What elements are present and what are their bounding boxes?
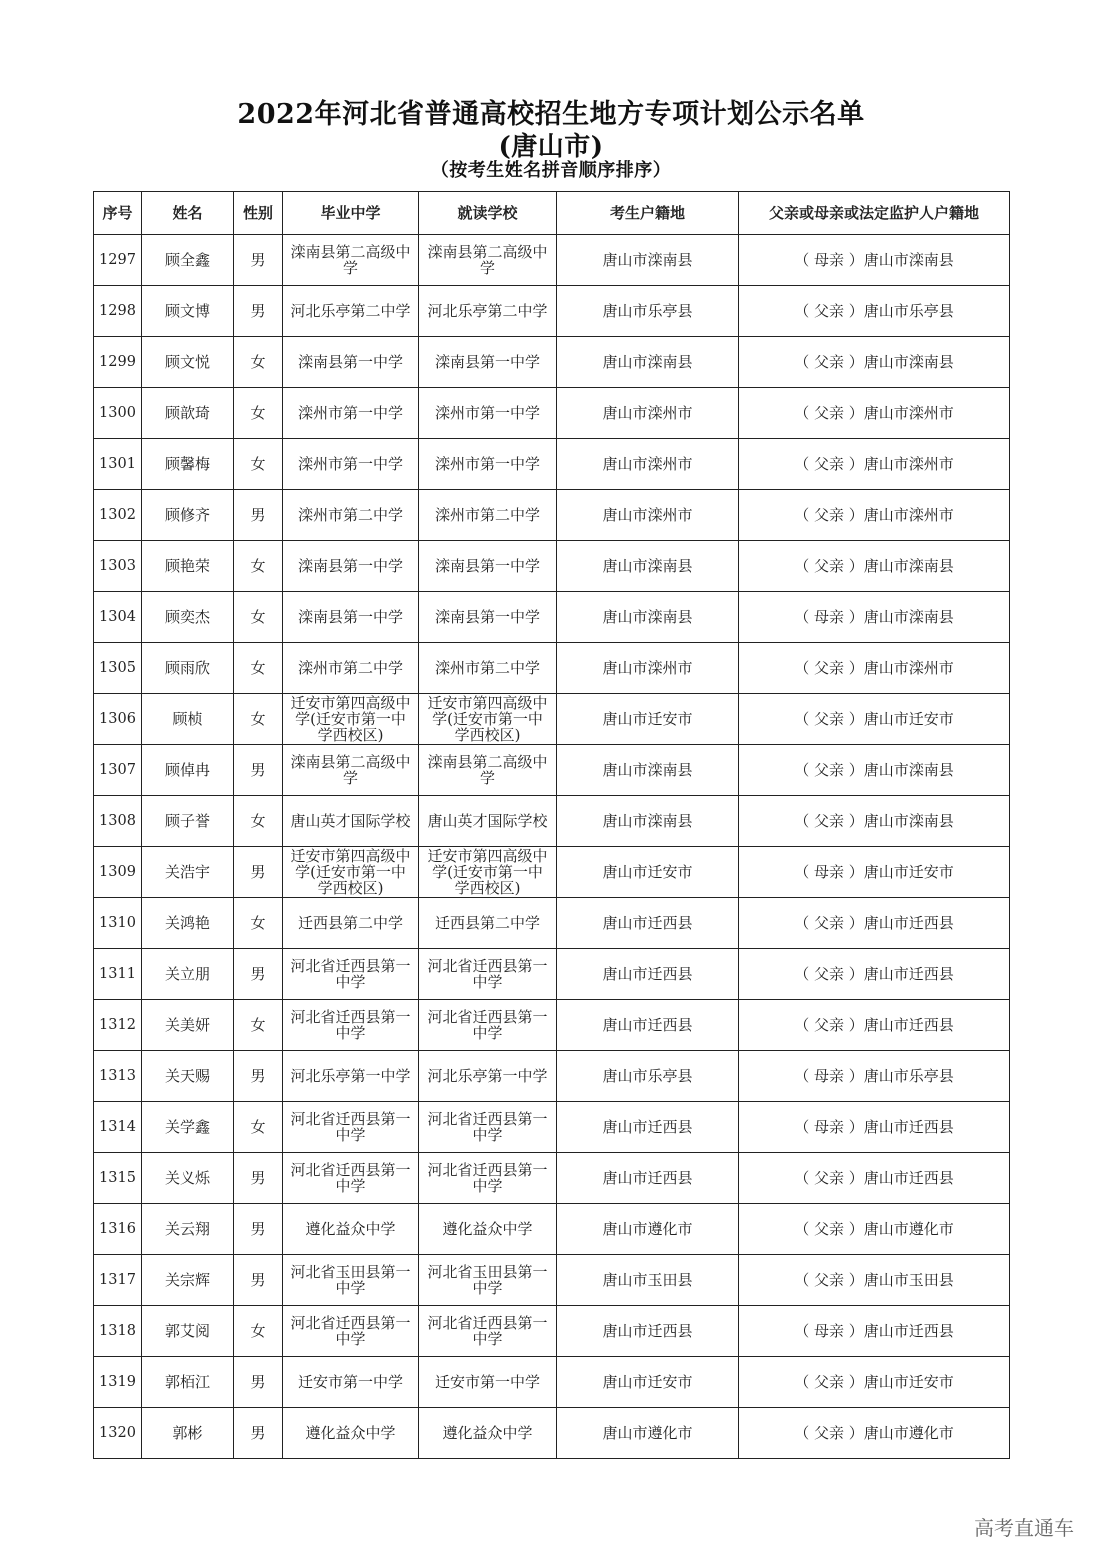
- cell-index: 1318: [94, 1306, 142, 1357]
- cell-current-school: 滦南县第一中学: [419, 541, 557, 592]
- table-row: [94, 235, 1010, 286]
- header-index: 序号: [94, 192, 142, 235]
- table-row: [94, 439, 1010, 490]
- cell-graduation-school: 滦州市第一中学: [283, 439, 419, 490]
- cell-current-school: 滦州市第二中学: [419, 490, 557, 541]
- cell-gender: 男: [234, 745, 283, 796]
- cell-student-residence: 唐山市滦南县: [557, 337, 739, 388]
- cell-gender: 女: [234, 898, 283, 949]
- cell-graduation-school: 迁安市第一中学: [283, 1357, 419, 1408]
- cell-gender: 女: [234, 388, 283, 439]
- cell-student-residence: 唐山市滦南县: [557, 745, 739, 796]
- cell-index: 1314: [94, 1102, 142, 1153]
- cell-graduation-school: 滦南县第二高级中学: [283, 745, 419, 796]
- cell-gender: 男: [234, 1357, 283, 1408]
- cell-current-school: 滦州市第二中学: [419, 643, 557, 694]
- cell-graduation-school: 滦州市第一中学: [283, 388, 419, 439]
- cell-gender: 女: [234, 1306, 283, 1357]
- cell-student-residence: 唐山市滦州市: [557, 439, 739, 490]
- cell-index: 1301: [94, 439, 142, 490]
- cell-guardian-residence: （ 父亲 ）唐山市滦南县: [739, 796, 1010, 847]
- cell-gender: 男: [234, 1255, 283, 1306]
- table-row: [94, 745, 1010, 796]
- cell-guardian-residence: （ 父亲 ）唐山市滦州市: [739, 439, 1010, 490]
- cell-guardian-residence: （ 母亲 ）唐山市迁西县: [739, 1102, 1010, 1153]
- cell-guardian-residence: （ 父亲 ）唐山市迁西县: [739, 1153, 1010, 1204]
- cell-name: 关学鑫: [142, 1102, 234, 1153]
- watermark-text: 高考直通车: [974, 1516, 1074, 1540]
- cell-gender: 女: [234, 337, 283, 388]
- cell-name: 郭艾阅: [142, 1306, 234, 1357]
- table-row: [94, 949, 1010, 1000]
- header-graduation-school: 毕业中学: [283, 192, 419, 235]
- header-gender: 性别: [234, 192, 283, 235]
- cell-index: 1319: [94, 1357, 142, 1408]
- cell-guardian-residence: （ 父亲 ）唐山市迁西县: [739, 898, 1010, 949]
- cell-graduation-school: 河北省玉田县第一中学: [283, 1255, 419, 1306]
- cell-graduation-school: 遵化益众中学: [283, 1204, 419, 1255]
- cell-name: 顾文悦: [142, 337, 234, 388]
- cell-guardian-residence: （ 父亲 ）唐山市玉田县: [739, 1255, 1010, 1306]
- cell-gender: 女: [234, 592, 283, 643]
- cell-current-school: 河北乐亭第一中学: [419, 1051, 557, 1102]
- cell-gender: 女: [234, 643, 283, 694]
- table-row: [94, 643, 1010, 694]
- page-title: 2022年河北省普通高校招生地方专项计划公示名单: [237, 99, 865, 130]
- page-subtitle-city: (唐山市): [498, 132, 604, 162]
- cell-student-residence: 唐山市迁安市: [557, 847, 739, 898]
- cell-current-school: 河北省迁西县第一中学: [419, 1102, 557, 1153]
- cell-gender: 男: [234, 1051, 283, 1102]
- cell-current-school: 河北省迁西县第一中学: [419, 1153, 557, 1204]
- cell-index: 1302: [94, 490, 142, 541]
- cell-current-school: 河北省迁西县第一中学: [419, 1000, 557, 1051]
- cell-index: 1312: [94, 1000, 142, 1051]
- cell-index: 1307: [94, 745, 142, 796]
- cell-name: 顾馨梅: [142, 439, 234, 490]
- cell-current-school: 河北省迁西县第一中学: [419, 1306, 557, 1357]
- cell-guardian-residence: （ 父亲 ）唐山市迁安市: [739, 1357, 1010, 1408]
- cell-graduation-school: 河北省迁西县第一中学: [283, 1102, 419, 1153]
- cell-name: 顾倬冉: [142, 745, 234, 796]
- cell-index: 1298: [94, 286, 142, 337]
- cell-gender: 女: [234, 1102, 283, 1153]
- table-row: [94, 388, 1010, 439]
- cell-student-residence: 唐山市遵化市: [557, 1204, 739, 1255]
- table-row: [94, 286, 1010, 337]
- cell-index: 1316: [94, 1204, 142, 1255]
- cell-graduation-school: 滦南县第一中学: [283, 337, 419, 388]
- table-row: [94, 1357, 1010, 1408]
- cell-name: 顾文博: [142, 286, 234, 337]
- cell-name: 顾桢: [142, 694, 234, 745]
- table-row: [94, 1255, 1010, 1306]
- cell-student-residence: 唐山市滦南县: [557, 796, 739, 847]
- cell-index: 1315: [94, 1153, 142, 1204]
- cell-current-school: 滦南县第一中学: [419, 592, 557, 643]
- cell-index: 1313: [94, 1051, 142, 1102]
- table-row: [94, 592, 1010, 643]
- cell-guardian-residence: （ 父亲 ）唐山市遵化市: [739, 1204, 1010, 1255]
- cell-gender: 男: [234, 949, 283, 1000]
- cell-guardian-residence: （ 母亲 ）唐山市迁西县: [739, 1306, 1010, 1357]
- cell-guardian-residence: （ 父亲 ）唐山市滦州市: [739, 388, 1010, 439]
- table-row: [94, 898, 1010, 949]
- cell-student-residence: 唐山市迁西县: [557, 898, 739, 949]
- cell-name: 关天赐: [142, 1051, 234, 1102]
- cell-index: 1297: [94, 235, 142, 286]
- table-row: [94, 1153, 1010, 1204]
- cell-name: 关立朋: [142, 949, 234, 1000]
- cell-current-school: 唐山英才国际学校: [419, 796, 557, 847]
- cell-current-school: 河北乐亭第二中学: [419, 286, 557, 337]
- header-student-residence: 考生户籍地: [557, 192, 739, 235]
- header-current-school: 就读学校: [419, 192, 557, 235]
- cell-graduation-school: 滦州市第二中学: [283, 643, 419, 694]
- cell-gender: 男: [234, 847, 283, 898]
- cell-guardian-residence: （ 父亲 ）唐山市滦南县: [739, 337, 1010, 388]
- cell-name: 顾艳荣: [142, 541, 234, 592]
- cell-index: 1317: [94, 1255, 142, 1306]
- page-sort-note: （按考生姓名拼音顺序排序）: [430, 160, 672, 181]
- table-header-row: [94, 192, 1010, 235]
- cell-index: 1299: [94, 337, 142, 388]
- cell-current-school: 河北省玉田县第一中学: [419, 1255, 557, 1306]
- cell-current-school: 滦州市第一中学: [419, 388, 557, 439]
- cell-student-residence: 唐山市滦州市: [557, 490, 739, 541]
- cell-gender: 女: [234, 439, 283, 490]
- cell-name: 关浩宇: [142, 847, 234, 898]
- cell-student-residence: 唐山市迁安市: [557, 1357, 739, 1408]
- cell-graduation-school: 滦南县第一中学: [283, 592, 419, 643]
- header-guardian-residence: 父亲或母亲或法定监护人户籍地: [739, 192, 1010, 235]
- cell-index: 1300: [94, 388, 142, 439]
- cell-graduation-school: 河北省迁西县第一中学: [283, 1000, 419, 1051]
- cell-current-school: 遵化益众中学: [419, 1408, 557, 1459]
- cell-guardian-residence: （ 父亲 ）唐山市遵化市: [739, 1408, 1010, 1459]
- cell-graduation-school: 唐山英才国际学校: [283, 796, 419, 847]
- table-row: [94, 490, 1010, 541]
- cell-guardian-residence: （ 父亲 ）唐山市迁西县: [739, 949, 1010, 1000]
- table-row: [94, 1408, 1010, 1459]
- table-row: [94, 1000, 1010, 1051]
- cell-name: 顾歆琦: [142, 388, 234, 439]
- cell-name: 关美妍: [142, 1000, 234, 1051]
- cell-gender: 男: [234, 235, 283, 286]
- cell-student-residence: 唐山市迁西县: [557, 949, 739, 1000]
- cell-gender: 男: [234, 1204, 283, 1255]
- cell-student-residence: 唐山市迁西县: [557, 1306, 739, 1357]
- cell-name: 顾奕杰: [142, 592, 234, 643]
- cell-guardian-residence: （ 母亲 ）唐山市滦南县: [739, 592, 1010, 643]
- table-row: [94, 1306, 1010, 1357]
- cell-graduation-school: 河北乐亭第二中学: [283, 286, 419, 337]
- cell-name: 顾全鑫: [142, 235, 234, 286]
- cell-current-school: 迁安市第四高级中学(迁安市第一中学西校区): [419, 847, 557, 898]
- cell-graduation-school: 迁安市第四高级中学(迁安市第一中学西校区): [283, 847, 419, 898]
- cell-name: 顾修齐: [142, 490, 234, 541]
- cell-current-school: 滦州市第一中学: [419, 439, 557, 490]
- table-row: [94, 541, 1010, 592]
- cell-index: 1311: [94, 949, 142, 1000]
- cell-index: 1306: [94, 694, 142, 745]
- cell-current-school: 滦南县第一中学: [419, 337, 557, 388]
- cell-student-residence: 唐山市滦南县: [557, 592, 739, 643]
- cell-index: 1320: [94, 1408, 142, 1459]
- cell-index: 1310: [94, 898, 142, 949]
- cell-index: 1308: [94, 796, 142, 847]
- cell-guardian-residence: （ 母亲 ）唐山市滦南县: [739, 235, 1010, 286]
- cell-name: 郭栢江: [142, 1357, 234, 1408]
- cell-index: 1303: [94, 541, 142, 592]
- cell-name: 顾雨欣: [142, 643, 234, 694]
- cell-graduation-school: 滦南县第一中学: [283, 541, 419, 592]
- cell-current-school: 滦南县第二高级中学: [419, 235, 557, 286]
- cell-current-school: 遵化益众中学: [419, 1204, 557, 1255]
- cell-student-residence: 唐山市滦南县: [557, 235, 739, 286]
- cell-graduation-school: 遵化益众中学: [283, 1408, 419, 1459]
- roster-table: [93, 191, 1010, 1459]
- cell-guardian-residence: （ 母亲 ）唐山市乐亭县: [739, 1051, 1010, 1102]
- cell-guardian-residence: （ 父亲 ）唐山市滦州市: [739, 643, 1010, 694]
- cell-gender: 男: [234, 1153, 283, 1204]
- cell-name: 关义烁: [142, 1153, 234, 1204]
- table-row: [94, 1204, 1010, 1255]
- cell-graduation-school: 滦州市第二中学: [283, 490, 419, 541]
- header-name: 姓名: [142, 192, 234, 235]
- table-row: [94, 847, 1010, 898]
- cell-student-residence: 唐山市迁西县: [557, 1000, 739, 1051]
- cell-guardian-residence: （ 父亲 ）唐山市迁西县: [739, 1000, 1010, 1051]
- cell-gender: 女: [234, 796, 283, 847]
- cell-gender: 男: [234, 1408, 283, 1459]
- cell-index: 1305: [94, 643, 142, 694]
- cell-current-school: 迁西县第二中学: [419, 898, 557, 949]
- cell-current-school: 滦南县第二高级中学: [419, 745, 557, 796]
- cell-graduation-school: 河北省迁西县第一中学: [283, 1306, 419, 1357]
- cell-graduation-school: 滦南县第二高级中学: [283, 235, 419, 286]
- cell-graduation-school: 河北乐亭第一中学: [283, 1051, 419, 1102]
- cell-student-residence: 唐山市迁安市: [557, 694, 739, 745]
- table-row: [94, 694, 1010, 745]
- cell-student-residence: 唐山市迁西县: [557, 1153, 739, 1204]
- cell-gender: 女: [234, 694, 283, 745]
- cell-current-school: 河北省迁西县第一中学: [419, 949, 557, 1000]
- table-row: [94, 1102, 1010, 1153]
- cell-name: 关鸿艳: [142, 898, 234, 949]
- cell-graduation-school: 迁西县第二中学: [283, 898, 419, 949]
- cell-student-residence: 唐山市滦州市: [557, 388, 739, 439]
- table-row: [94, 796, 1010, 847]
- cell-student-residence: 唐山市乐亭县: [557, 286, 739, 337]
- cell-index: 1304: [94, 592, 142, 643]
- cell-index: 1309: [94, 847, 142, 898]
- cell-current-school: 迁安市第一中学: [419, 1357, 557, 1408]
- cell-name: 郭彬: [142, 1408, 234, 1459]
- cell-gender: 男: [234, 286, 283, 337]
- cell-name: 关宗辉: [142, 1255, 234, 1306]
- cell-guardian-residence: （ 父亲 ）唐山市滦州市: [739, 490, 1010, 541]
- cell-guardian-residence: （ 父亲 ）唐山市滦南县: [739, 745, 1010, 796]
- cell-student-residence: 唐山市滦州市: [557, 643, 739, 694]
- cell-guardian-residence: （ 父亲 ）唐山市滦南县: [739, 541, 1010, 592]
- table-row: [94, 1051, 1010, 1102]
- table-row: [94, 337, 1010, 388]
- cell-graduation-school: 迁安市第四高级中学(迁安市第一中学西校区): [283, 694, 419, 745]
- cell-current-school: 迁安市第四高级中学(迁安市第一中学西校区): [419, 694, 557, 745]
- cell-graduation-school: 河北省迁西县第一中学: [283, 1153, 419, 1204]
- cell-student-residence: 唐山市乐亭县: [557, 1051, 739, 1102]
- cell-graduation-school: 河北省迁西县第一中学: [283, 949, 419, 1000]
- cell-gender: 男: [234, 490, 283, 541]
- cell-guardian-residence: （ 父亲 ）唐山市迁安市: [739, 694, 1010, 745]
- cell-gender: 女: [234, 1000, 283, 1051]
- cell-guardian-residence: （ 母亲 ）唐山市迁安市: [739, 847, 1010, 898]
- cell-student-residence: 唐山市迁西县: [557, 1102, 739, 1153]
- cell-student-residence: 唐山市玉田县: [557, 1255, 739, 1306]
- cell-name: 顾子誉: [142, 796, 234, 847]
- cell-student-residence: 唐山市遵化市: [557, 1408, 739, 1459]
- cell-guardian-residence: （ 父亲 ）唐山市乐亭县: [739, 286, 1010, 337]
- cell-gender: 女: [234, 541, 283, 592]
- cell-name: 关云翔: [142, 1204, 234, 1255]
- cell-student-residence: 唐山市滦南县: [557, 541, 739, 592]
